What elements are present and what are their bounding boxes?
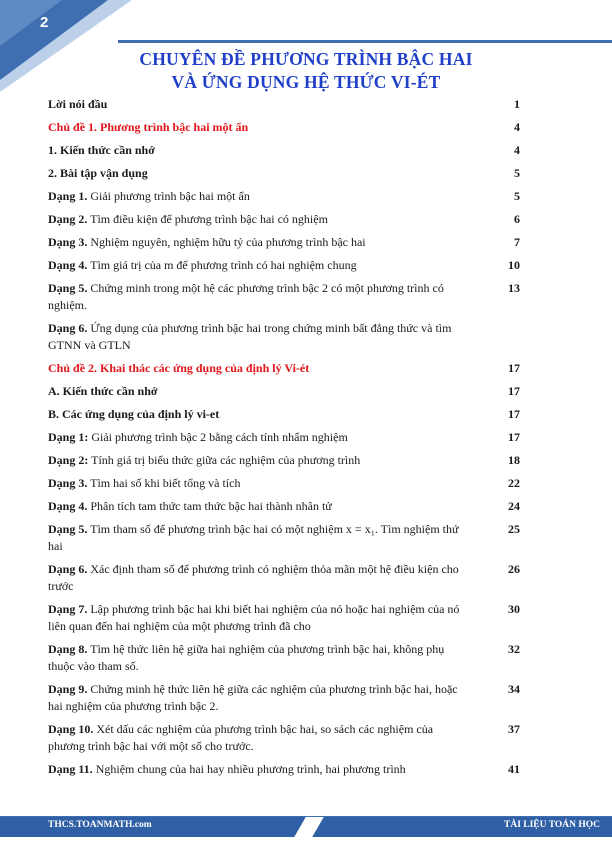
toc-entry-page: 4 [514, 120, 520, 134]
toc-entry-page: 41 [508, 762, 520, 776]
header-rule [118, 40, 612, 43]
toc-entry-text [48, 165, 468, 182]
page-title [0, 48, 612, 94]
toc-entry-page: 6 [514, 212, 520, 226]
toc-entry-title: Lập phương trình bậc hai khi biết hai nghiệm của nó hoặc hai nghiệm của nó liên quan đến hai nghiệm của một phương trình đã cho [48, 602, 460, 633]
toc-entry-text [48, 320, 468, 354]
toc-entry-text [48, 142, 468, 159]
toc-entry-title: Giải phương trình bậc 2 bằng cách tính nhẩm nghiệm [88, 430, 348, 444]
toc-entry[interactable] [48, 211, 526, 228]
toc-entry[interactable] [48, 257, 526, 274]
toc-entry[interactable] [48, 721, 526, 755]
toc-entry-text [48, 721, 468, 755]
toc-entry-text [48, 761, 468, 778]
toc-entry-text [48, 383, 468, 400]
toc-entry-label: Dạng 11. [48, 762, 93, 776]
toc-entry-page: 26 [508, 562, 520, 576]
toc-entry-page: 30 [508, 602, 520, 616]
toc-entry-title: Chủ đề 1. Phương trình bậc hai một ẩn [48, 120, 249, 134]
toc-entry[interactable] [48, 761, 526, 778]
toc-entry-label: Dạng 5. [48, 281, 88, 295]
toc-entry-page: 32 [508, 642, 520, 656]
toc-entry[interactable] [48, 320, 526, 354]
toc-entry-title: Xét dấu các nghiệm của phương trình bậc hai, so sách các nghiệm của phương trình bậc hai với một số cho trước. [48, 722, 434, 753]
toc-entry-text [48, 406, 468, 423]
toc-entry-title: Tìm điều kiện để phương trình bậc hai có nghiệm [87, 212, 328, 226]
toc-entry-title: Giải phương trình bậc hai một ẩn [87, 189, 250, 203]
toc-entry-label: Dạng 4. [48, 499, 88, 513]
toc-entry[interactable] [48, 641, 526, 675]
toc-entry-title: Chứng minh hệ thức liên hệ giữa các nghiệm của phương trình bậc hai, hoặc hai nghiệm của phương trình bậc 2. [48, 682, 458, 713]
toc-entry[interactable] [48, 280, 526, 314]
toc-entry-page: 4 [514, 143, 520, 157]
toc-entry-page: 34 [508, 682, 520, 696]
toc-entry-title: Chứng minh trong một hệ các phương trình bậc 2 có một phương trình có nghiệm. [48, 281, 444, 312]
toc-entry-text [48, 360, 468, 377]
toc-entry-page: 37 [508, 722, 520, 736]
toc-entry-text [48, 96, 468, 113]
toc-entry-text [48, 119, 468, 136]
toc-entry-label: Dạng 10. [48, 722, 94, 736]
toc-entry[interactable] [48, 142, 526, 159]
toc-entry[interactable] [48, 601, 526, 635]
toc-entry-page: 5 [514, 166, 520, 180]
toc-entry-title: 2. Bài tập vận dụng [48, 166, 148, 180]
toc-entry-text [48, 561, 468, 595]
toc-entry-label: Dạng 6. [48, 562, 88, 576]
toc-entry-page: 25 [508, 522, 520, 536]
toc-entry[interactable] [48, 360, 526, 377]
toc-entry-page: 1 [514, 97, 520, 111]
toc-entry-text [48, 234, 468, 251]
footer-divider [294, 817, 324, 837]
toc-entry-title: B. Các ứng dụng của định lý vi-et [48, 407, 220, 421]
toc-entry-label: Dạng 2: [48, 453, 89, 467]
toc-entry-label: Dạng 9. [48, 682, 88, 696]
toc-entry-title: Phân tích tam thức tam thức bậc hai thành nhân tử [87, 499, 332, 513]
toc-entry[interactable] [48, 429, 526, 446]
toc-entry-text [48, 429, 468, 446]
toc-entry-title: Xác định tham số để phương trình có nghiệm thỏa mãn một hệ điều kiện cho trước [48, 562, 459, 593]
toc-entry-page: 18 [508, 453, 520, 467]
toc-entry-page: 10 [508, 258, 520, 272]
toc-entry-page: 13 [508, 281, 520, 295]
toc-entry-text [48, 211, 468, 228]
toc-entry-label: Dạng 1: [48, 430, 89, 444]
toc-entry-text [48, 681, 468, 715]
toc-entry-title: Tìm tham số để phương trình bậc hai có một nghiệm x = x₁. Tìm nghiệm thứ hai [48, 522, 459, 553]
footer-label: TÀI LIỆU TOÁN HỌC [504, 820, 600, 830]
toc-entry-text [48, 521, 468, 555]
toc-entry[interactable] [48, 475, 526, 492]
page-number: 2 [40, 14, 49, 31]
toc-entry-page: 17 [508, 407, 520, 421]
title-line-1: CHUYÊN ĐỀ PHƯƠNG TRÌNH BẬC HAI [139, 49, 473, 69]
toc-entry[interactable] [48, 165, 526, 182]
toc-entry[interactable] [48, 452, 526, 469]
footer-bar [0, 817, 612, 837]
toc-entry[interactable] [48, 234, 526, 251]
toc-entry-title: Ứng dụng của phương trình bậc hai trong chứng minh bất đẳng thức và tìm GTNN và GTLN [48, 321, 452, 352]
toc-entry-label: Dạng 4. [48, 258, 88, 272]
toc-entry[interactable] [48, 681, 526, 715]
toc-entry-title: Chủ đề 2. Khai thác các ứng dụng của định lý Vi-ét [48, 361, 310, 375]
toc-entry-title: Tìm hai số khi biết tổng và tích [87, 476, 241, 490]
toc-entry-page: 17 [508, 361, 520, 375]
toc-entry-label: Dạng 1. [48, 189, 88, 203]
toc-entry-title: Lời nói đầu [48, 97, 108, 111]
toc-entry[interactable] [48, 498, 526, 515]
toc-entry-text [48, 452, 468, 469]
toc-entry-page: 5 [514, 189, 520, 203]
toc-entry-label: Dạng 2. [48, 212, 88, 226]
toc-entry-page: 22 [508, 476, 520, 490]
toc-entry-label: Dạng 3. [48, 476, 88, 490]
toc-entry[interactable] [48, 119, 526, 136]
toc-entry-label: Dạng 8. [48, 642, 88, 656]
toc-entry-title: Tính giá trị biểu thức giữa các nghiệm của phương trình [88, 453, 361, 467]
footer-website[interactable]: THCS.TOANMATH.com [48, 820, 152, 830]
toc-entry-page: 17 [508, 384, 520, 398]
toc-entry-label: Dạng 3. [48, 235, 88, 249]
toc-entry-page: 24 [508, 499, 520, 513]
toc-entry-page: 17 [508, 430, 520, 444]
toc-entry-text [48, 641, 468, 675]
toc-entry-label: Dạng 7. [48, 602, 88, 616]
corner-decoration-mid [0, 0, 62, 46]
title-line-2: VÀ ỨNG DỤNG HỆ THỨC VI-ÉT [171, 72, 441, 92]
toc-entry-text [48, 475, 468, 492]
toc-entry-text [48, 188, 468, 205]
toc-entry-text [48, 601, 468, 635]
toc-entry-label: Dạng 6. [48, 321, 88, 335]
toc-entry[interactable] [48, 383, 526, 400]
toc-entry-title: A. Kiến thức cần nhớ [48, 384, 158, 398]
toc-entry-page: 7 [514, 235, 520, 249]
toc-entry-title: Nghiệm nguyên, nghiệm hữu tỷ của phương trình bậc hai [87, 235, 366, 249]
toc-entry-text [48, 280, 468, 314]
toc-entry[interactable] [48, 96, 526, 113]
toc-entry[interactable] [48, 561, 526, 595]
toc-entry-label: Dạng 5. [48, 522, 88, 536]
table-of-contents [48, 96, 526, 784]
toc-entry-title: Nghiệm chung của hai hay nhiều phương trình, hai phương trình [92, 762, 406, 776]
toc-entry-text [48, 257, 468, 274]
toc-entry[interactable] [48, 406, 526, 423]
toc-entry[interactable] [48, 188, 526, 205]
toc-entry-title: Tìm giá trị của m để phương trình có hai nghiệm chung [87, 258, 357, 272]
toc-entry[interactable] [48, 521, 526, 555]
toc-entry-title: 1. Kiến thức cần nhớ [48, 143, 155, 157]
toc-entry-title: Tìm hệ thức liên hệ giữa hai nghiệm của phương trình bậc hai, không phụ thuộc vào tham số. [48, 642, 445, 673]
toc-entry-text [48, 498, 468, 515]
